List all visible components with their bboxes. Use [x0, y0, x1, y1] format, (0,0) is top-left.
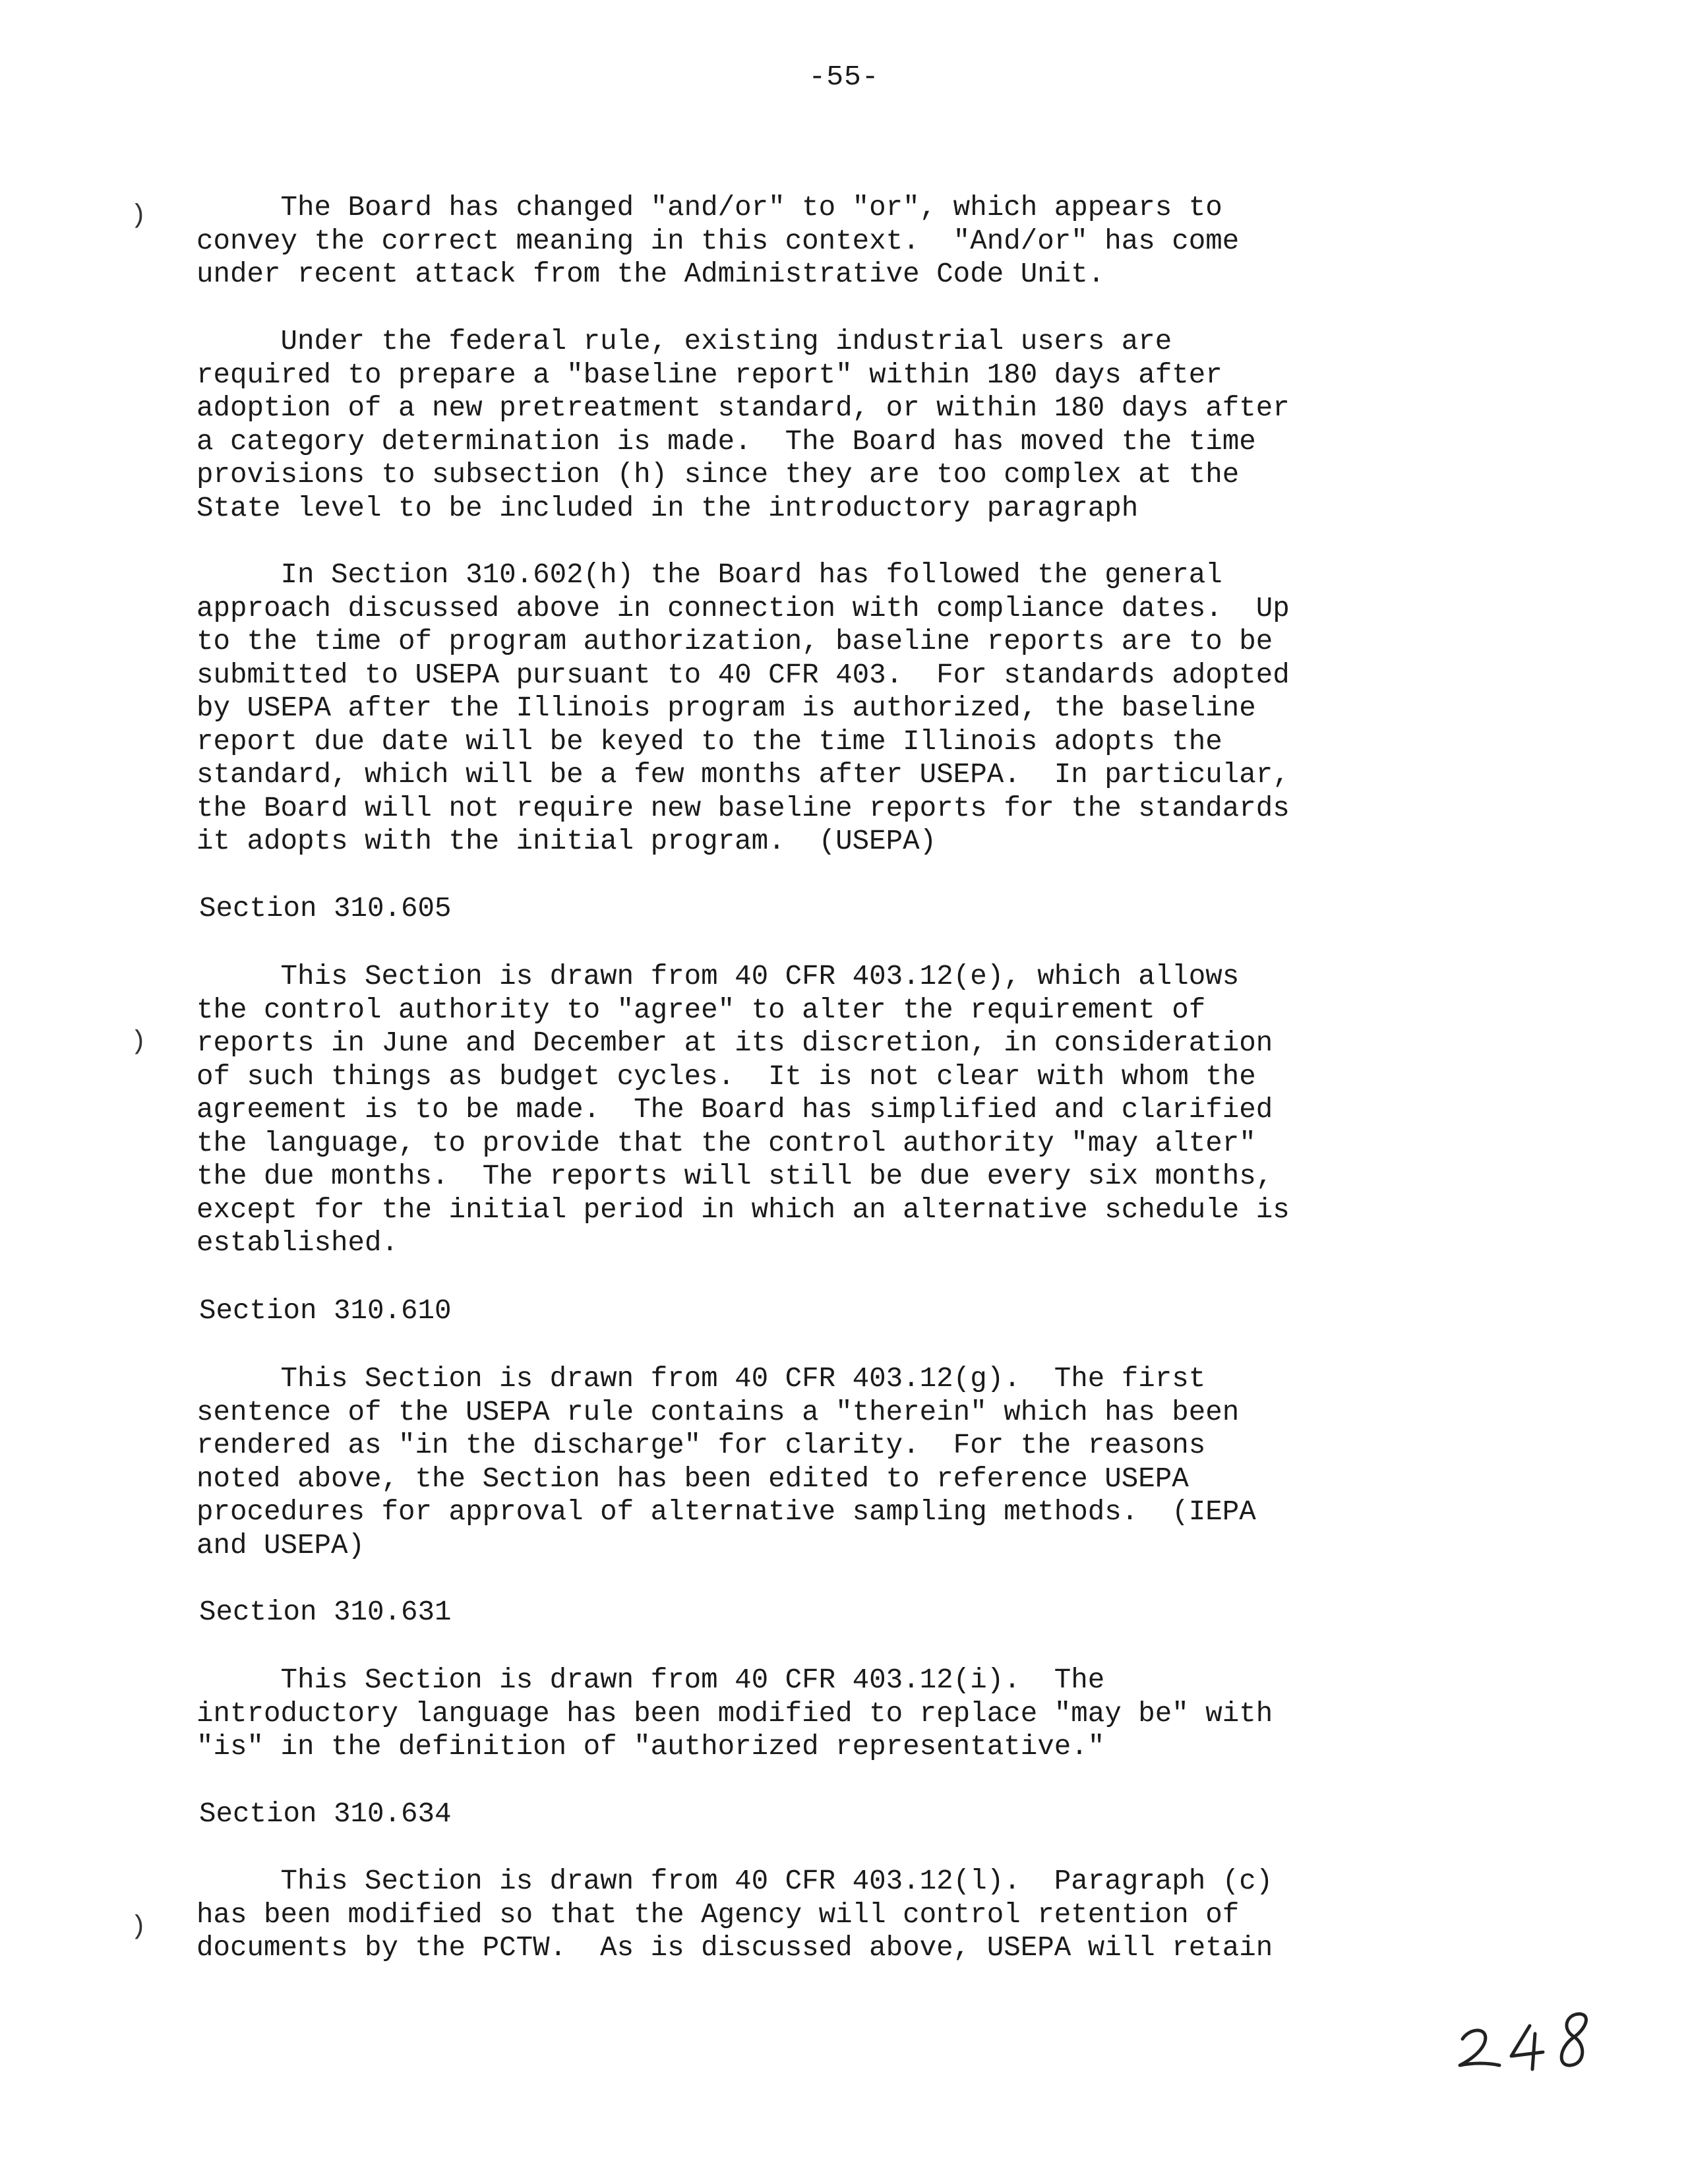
- paragraph-baseline-report: Under the federal rule, existing industrial users are required to prepare a "baseline report" within 180 days after adoption of a new pretreatment standard, or within 180 days after a category determination is made. The Board has moved the time provisions to subsection (h) since they are too complex at the State level to be included in the introductory paragraph: [196, 326, 1290, 524]
- handwritten-page-number: [1451, 2005, 1609, 2077]
- margin-bracket-mark: ): [131, 1027, 147, 1057]
- section-heading-310-634: Section 310.634: [199, 1798, 452, 1830]
- margin-bracket-mark: ): [131, 1912, 147, 1942]
- paragraph-section-310-634: This Section is drawn from 40 CFR 403.12(l). Paragraph (c) has been modified so that the Agency will control retention of documents by the PCTW. As is discussed above, USEPA will retain: [196, 1866, 1273, 1964]
- paragraph-section-310-602h: In Section 310.602(h) the Board has followed the general approach discussed above in connection with compliance dates. Up to the time of program authorization, baseline reports are to be submitted to USEPA pursuant to 40 CFR 403. For standards adopted by USEPA after the Illinois program is authorized, the baseline report due date will be keyed to the time Illinois adopts the standard, which will be a few months after USEPA. In particular, the Board will not require new baseline reports for the standards it adopts with the initial program. (USEPA): [196, 559, 1290, 857]
- paragraph-section-310-610: This Section is drawn from 40 CFR 403.12(g). The first sentence of the USEPA rule contains a "therein" which has been rendered as "in the discharge" for clarity. For the reasons noted above, the Section has been edited to reference USEPA procedures for approval of alternative sampling methods. (IEPA and USEPA): [196, 1363, 1256, 1562]
- section-heading-310-605: Section 310.605: [199, 893, 452, 925]
- paragraph-section-310-605: This Section is drawn from 40 CFR 403.12(e), which allows the control authority to "agree" to alter the requirement of reports in June and December at its discretion, in consideration of such things as budget cycles. It is not clear with whom the agreement is to be made. The Board has simplified and clarified the language, to provide that the control authority "may alter" the due months. The reports will still be due every six months, except for the initial period in which an alternative schedule is established.: [196, 961, 1290, 1259]
- margin-bracket-mark: ): [131, 201, 147, 231]
- page-number: -55-: [808, 61, 880, 93]
- section-heading-310-610: Section 310.610: [199, 1295, 452, 1327]
- paragraph-and-or: The Board has changed "and/or" to "or", which appears to convey the correct meaning in this context. "And/or" has come under recent attack from the Administrative Code Unit.: [196, 192, 1240, 290]
- section-heading-310-631: Section 310.631: [199, 1596, 452, 1628]
- paragraph-section-310-631: This Section is drawn from 40 CFR 403.12(i). The introductory language has been modified to replace "may be" with "is" in the definition of "authorized representative.": [196, 1664, 1273, 1763]
